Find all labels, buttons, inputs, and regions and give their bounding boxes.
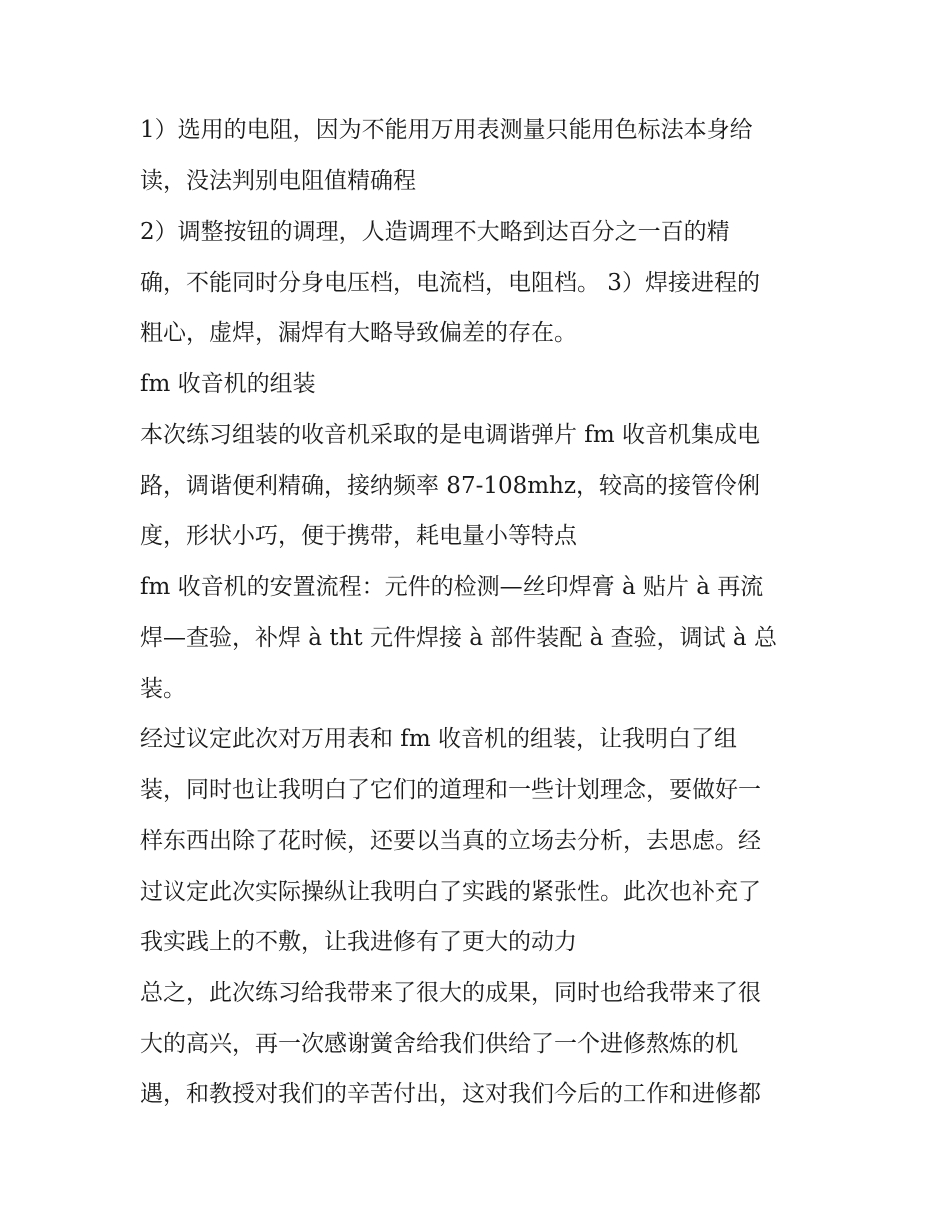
text-line: 本次练习组装的收音机采取的是电调谐弹片 fm 收音机集成电 xyxy=(140,422,760,448)
text-line: 路，调谐便利精确，接纳频率 87-108mhz，较高的接管伶俐 xyxy=(140,473,760,499)
text-line: 焊—查验，补焊 à tht 元件焊接 à 部件装配 à 查验，调试 à 总 xyxy=(140,625,777,651)
text-line: 总之，此次练习给我带来了很大的成果，同时也给我带来了很 xyxy=(140,980,761,1006)
section-heading: fm 收音机的组装 xyxy=(140,371,316,397)
text-line: 1）选用的电阻，因为不能用万用表测量只能用色标法本身给 xyxy=(140,117,753,143)
text-line: 装。 xyxy=(140,676,186,702)
text-line: 度，形状小巧，便于携带，耗电量小等特点 xyxy=(140,523,577,549)
text-line: 经过议定此次对万用表和 fm 收音机的组装，让我明白了组 xyxy=(140,726,737,752)
text-line: 读，没法判别电阻值精确程 xyxy=(140,168,416,194)
text-line: 大的高兴，再一次感谢黉舍给我们供给了一个进修熬炼的机 xyxy=(140,1031,738,1057)
text-line: 装，同时也让我明白了它们的道理和一些计划理念，要做好一 xyxy=(140,777,761,803)
text-line: 遇，和教授对我们的辛苦付出，这对我们今后的工作和进修都 xyxy=(140,1081,761,1107)
text-line: 过议定此次实际操纵让我明白了实践的紧张性。此次也补充了 xyxy=(140,879,761,905)
text-line: fm 收音机的安置流程：元件的检测—丝印焊膏 à 贴片 à 再流 xyxy=(140,574,764,600)
text-line: 2）调整按钮的调理，人造调理不大略到达百分之一百的精 xyxy=(140,219,730,245)
text-line: 粗心，虚焊，漏焊有大略导致偏差的存在。 xyxy=(140,320,577,346)
text-line: 确，不能同时分身电压档，电流档，电阻档。 3）焊接进程的 xyxy=(140,270,760,296)
text-line: 样东西出除了花时候，还要以当真的立场去分析，去思虑。经 xyxy=(140,828,761,854)
text-line: 我实践上的不敷，让我进修有了更大的动力 xyxy=(140,929,577,955)
